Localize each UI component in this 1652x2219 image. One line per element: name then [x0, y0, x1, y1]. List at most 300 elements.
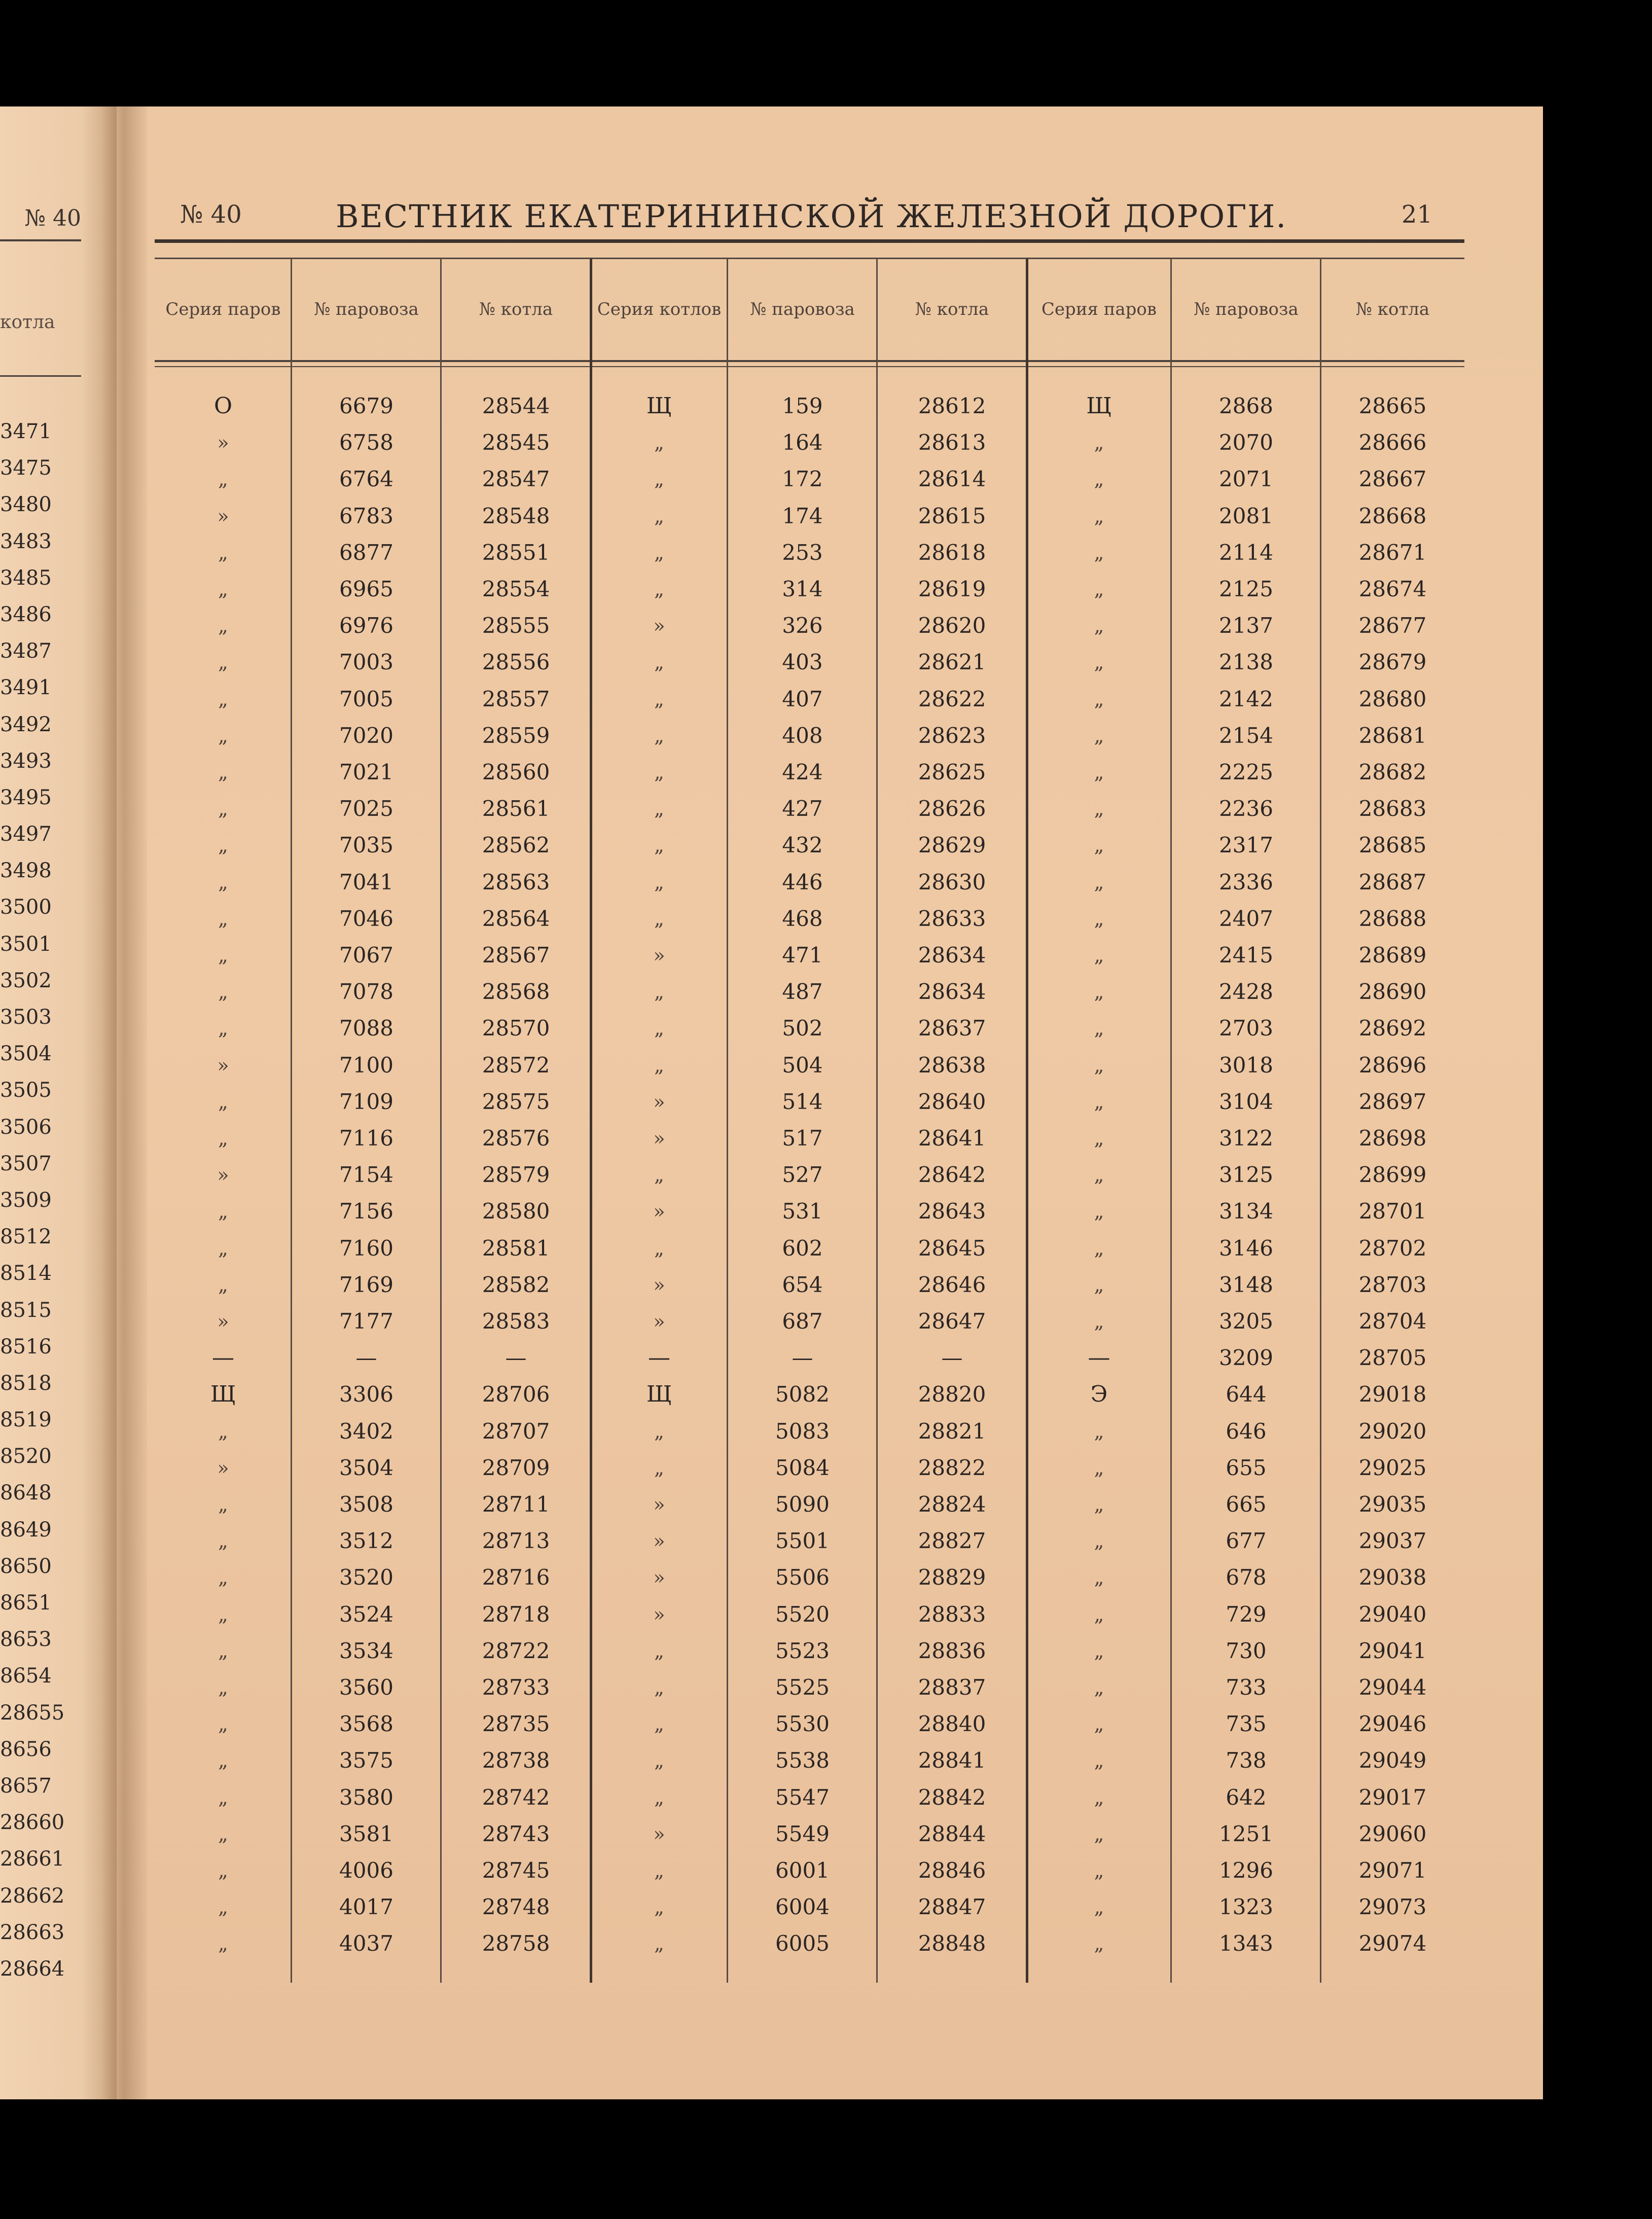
number-cell: 28742: [482, 1784, 550, 1810]
series-cell: Щ: [1086, 393, 1112, 419]
number-cell: 517: [782, 1126, 823, 1151]
number-cell: 28668: [1358, 503, 1427, 528]
series-cell: „: [1094, 798, 1104, 820]
number-cell: 2137: [1219, 613, 1273, 638]
series-cell: „: [218, 1603, 228, 1626]
left-page-number-cell: 3480: [0, 493, 52, 517]
number-cell: 1343: [1219, 1931, 1273, 1956]
left-page-number-cell: 3505: [0, 1079, 52, 1102]
number-cell: 28548: [482, 503, 550, 528]
number-cell: 2225: [1219, 760, 1273, 784]
number-cell: 28557: [482, 686, 550, 711]
number-cell: 5501: [775, 1528, 830, 1554]
series-cell: Э: [1090, 1381, 1108, 1408]
number-cell: 514: [782, 1089, 823, 1114]
series-cell: Щ: [646, 1381, 672, 1408]
series-cell: „: [1094, 981, 1104, 1004]
number-cell: 29049: [1358, 1748, 1427, 1773]
number-cell: 7177: [339, 1309, 393, 1334]
series-cell: »: [653, 1493, 665, 1516]
number-cell: 29044: [1358, 1675, 1427, 1700]
number-cell: 28626: [918, 796, 986, 821]
left-page-number-cell: 8650: [0, 1554, 52, 1578]
registry-table: [155, 259, 1464, 2018]
number-cell: 3580: [339, 1784, 393, 1810]
number-cell: 28704: [1358, 1309, 1427, 1334]
number-cell: 28837: [918, 1675, 986, 1700]
number-cell: 427: [782, 796, 823, 821]
number-cell: 403: [782, 650, 823, 675]
number-cell: 28544: [482, 393, 550, 418]
series-cell: „: [1094, 615, 1104, 637]
number-cell: 28637: [918, 1016, 986, 1041]
number-cell: 2081: [1219, 503, 1273, 528]
series-cell: »: [217, 1456, 229, 1479]
number-cell: 730: [1226, 1638, 1267, 1663]
number-cell: —: [941, 1345, 963, 1371]
number-cell: 5084: [775, 1455, 830, 1480]
series-cell: „: [654, 1932, 664, 1955]
number-cell: 29035: [1358, 1492, 1427, 1517]
number-cell: 28687: [1358, 869, 1427, 894]
number-cell: —: [792, 1345, 813, 1371]
number-cell: 28575: [482, 1089, 550, 1114]
number-cell: 3134: [1219, 1199, 1273, 1224]
series-cell: »: [653, 1090, 665, 1113]
series-cell: „: [218, 651, 228, 674]
series-cell: „: [218, 1822, 228, 1845]
series-cell: „: [654, 505, 664, 527]
series-cell: „: [218, 1237, 228, 1260]
number-cell: 29074: [1358, 1931, 1427, 1956]
number-cell: 28572: [482, 1052, 550, 1078]
left-number-list: [0, 413, 65, 1987]
number-cell: 7025: [339, 796, 393, 821]
series-cell: „: [654, 1859, 664, 1882]
number-cell: 4006: [339, 1858, 393, 1883]
left-page-number-cell: 8657: [0, 1774, 52, 1798]
left-page-number-cell: 3475: [0, 456, 52, 480]
number-cell: 28620: [918, 613, 986, 638]
number-cell: 28642: [918, 1162, 986, 1188]
number-cell: 28580: [482, 1199, 550, 1224]
series-cell: „: [218, 761, 228, 783]
number-cell: 29071: [1358, 1858, 1427, 1883]
number-cell: 28547: [482, 467, 550, 492]
number-cell: 5538: [775, 1748, 830, 1773]
left-page-number-cell: 8519: [0, 1408, 52, 1432]
number-cell: 28640: [918, 1089, 986, 1114]
series-cell: „: [218, 834, 228, 857]
header-rule: [155, 239, 1464, 243]
series-cell: „: [1094, 1090, 1104, 1113]
series-cell: „: [654, 1896, 664, 1919]
number-cell: 28581: [482, 1235, 550, 1261]
series-cell: „: [654, 1749, 664, 1772]
left-page-number-cell: 3483: [0, 529, 52, 553]
number-cell: 7041: [339, 869, 393, 894]
number-cell: 7116: [339, 1126, 393, 1151]
series-cell: „: [654, 432, 664, 454]
number-cell: 28564: [482, 906, 550, 931]
series-cell: „: [218, 1017, 228, 1040]
series-cell: »: [653, 1530, 665, 1553]
number-cell: 28718: [482, 1601, 550, 1627]
series-cell: „: [218, 1749, 228, 1772]
left-rule: [0, 239, 81, 241]
number-cell: 28848: [918, 1931, 986, 1956]
number-cell: 28738: [482, 1748, 550, 1773]
number-cell: 29046: [1358, 1711, 1427, 1737]
number-cell: 28634: [918, 979, 986, 1005]
number-cell: 28690: [1358, 979, 1427, 1005]
series-cell: „: [654, 871, 664, 893]
number-cell: 28696: [1358, 1052, 1427, 1078]
series-cell: »: [217, 1054, 229, 1077]
number-cell: 678: [1226, 1565, 1267, 1590]
number-cell: 29038: [1358, 1565, 1427, 1590]
number-cell: 644: [1226, 1382, 1267, 1407]
series-cell: „: [1094, 1127, 1104, 1150]
number-cell: 733: [1226, 1675, 1267, 1700]
number-cell: 6679: [339, 393, 393, 418]
left-page-number-cell: 3500: [0, 896, 52, 919]
number-cell: 28842: [918, 1784, 986, 1810]
number-cell: 28689: [1358, 943, 1427, 968]
series-cell: „: [654, 834, 664, 857]
number-cell: 2317: [1219, 833, 1273, 858]
left-page-number-cell: 3507: [0, 1152, 52, 1175]
number-cell: 677: [1226, 1528, 1267, 1554]
number-cell: 3205: [1219, 1309, 1273, 1334]
series-cell: „: [1094, 1749, 1104, 1772]
series-cell: »: [653, 1127, 665, 1150]
series-cell: „: [1094, 1530, 1104, 1553]
left-page-number-cell: 8656: [0, 1737, 52, 1761]
left-page-number-cell: 8512: [0, 1225, 52, 1249]
number-cell: 3209: [1219, 1345, 1273, 1371]
series-cell: „: [654, 798, 664, 820]
number-cell: 28623: [918, 723, 986, 748]
column-header: № паровоза: [314, 299, 419, 319]
series-cell: »: [653, 1822, 665, 1845]
number-cell: 5523: [775, 1638, 830, 1663]
number-cell: 2154: [1219, 723, 1273, 748]
left-page-number-cell: 28661: [0, 1847, 65, 1871]
series-cell: „: [1094, 1237, 1104, 1260]
number-cell: 5549: [775, 1821, 830, 1846]
left-page-number-cell: 28662: [0, 1884, 65, 1908]
series-cell: „: [654, 1639, 664, 1662]
number-cell: 6976: [339, 613, 393, 638]
left-rule: [0, 375, 81, 377]
number-cell: 642: [1226, 1784, 1267, 1810]
series-cell: „: [654, 1017, 664, 1040]
number-cell: 504: [782, 1052, 823, 1078]
number-cell: 7169: [339, 1272, 393, 1297]
number-cell: 6001: [775, 1858, 830, 1883]
number-cell: 28847: [918, 1894, 986, 1920]
number-cell: 28633: [918, 906, 986, 931]
number-cell: 28682: [1358, 760, 1427, 784]
number-cell: 6758: [339, 430, 393, 455]
number-cell: 2114: [1219, 540, 1273, 565]
number-cell: 28702: [1358, 1235, 1427, 1261]
series-cell: „: [218, 1200, 228, 1223]
number-cell: 738: [1226, 1748, 1267, 1773]
number-cell: 531: [782, 1199, 823, 1224]
scanned-page: [0, 106, 1543, 2099]
number-cell: 5083: [775, 1418, 830, 1444]
number-cell: 646: [1226, 1418, 1267, 1444]
series-cell: „: [654, 1786, 664, 1809]
number-cell: 7160: [339, 1235, 393, 1261]
issue-number: № 40: [180, 200, 242, 229]
left-page-number-cell: 3495: [0, 785, 52, 809]
number-cell: 28643: [918, 1199, 986, 1224]
left-page-number-cell: 3491: [0, 676, 52, 700]
number-cell: 326: [782, 613, 823, 638]
number-cell: 159: [782, 393, 823, 418]
series-cell: „: [654, 1420, 664, 1443]
number-cell: 6877: [339, 540, 393, 565]
number-cell: 502: [782, 1016, 823, 1041]
series-cell: „: [218, 944, 228, 967]
number-cell: 28570: [482, 1016, 550, 1041]
header-rule: [155, 366, 1464, 367]
number-cell: 6005: [775, 1931, 830, 1956]
number-cell: 29040: [1358, 1601, 1427, 1627]
number-cell: 28681: [1358, 723, 1427, 748]
number-cell: 28555: [482, 613, 550, 638]
number-cell: 28645: [918, 1235, 986, 1261]
number-cell: 3534: [339, 1638, 393, 1663]
number-cell: 2703: [1219, 1016, 1273, 1041]
left-page-number-cell: 3501: [0, 932, 52, 956]
number-cell: 3018: [1219, 1052, 1273, 1078]
series-cell: „: [654, 1676, 664, 1699]
number-cell: 28559: [482, 723, 550, 748]
number-cell: 5082: [775, 1382, 830, 1407]
series-cell: „: [1094, 1420, 1104, 1443]
number-cell: 28554: [482, 577, 550, 601]
left-page-number-cell: 28660: [0, 1811, 65, 1835]
series-cell: „: [654, 688, 664, 710]
number-cell: 28722: [482, 1638, 550, 1663]
series-cell: „: [1094, 1822, 1104, 1845]
series-cell: „: [1094, 1639, 1104, 1662]
number-cell: 28674: [1358, 577, 1427, 601]
series-cell: „: [218, 1530, 228, 1553]
number-cell: 4017: [339, 1894, 393, 1920]
series-cell: „: [1094, 541, 1104, 564]
number-cell: 28629: [918, 833, 986, 858]
number-cell: 6764: [339, 467, 393, 492]
number-cell: 29017: [1358, 1784, 1427, 1810]
left-page-number-cell: 8516: [0, 1335, 52, 1358]
number-cell: 28583: [482, 1309, 550, 1334]
series-cell: „: [654, 981, 664, 1004]
number-cell: 28846: [918, 1858, 986, 1883]
number-cell: 3402: [339, 1418, 393, 1444]
number-cell: 29025: [1358, 1455, 1427, 1480]
number-cell: 28692: [1358, 1016, 1427, 1041]
number-cell: 28748: [482, 1894, 550, 1920]
number-cell: 28641: [918, 1126, 986, 1151]
number-cell: 3504: [339, 1455, 393, 1480]
series-cell: „: [654, 541, 664, 564]
number-cell: 7100: [339, 1052, 393, 1078]
series-cell: „: [654, 1054, 664, 1077]
number-cell: 5520: [775, 1601, 830, 1627]
column-header: № паровоза: [1194, 299, 1299, 319]
number-cell: 253: [782, 540, 823, 565]
number-cell: 3122: [1219, 1126, 1273, 1151]
number-cell: 28698: [1358, 1126, 1427, 1151]
number-cell: 28667: [1358, 467, 1427, 492]
series-cell: „: [1094, 907, 1104, 930]
number-cell: 29020: [1358, 1418, 1427, 1444]
number-cell: 729: [1226, 1601, 1267, 1627]
series-cell: „: [1094, 651, 1104, 674]
number-cell: 28703: [1358, 1272, 1427, 1297]
number-cell: 7078: [339, 979, 393, 1005]
number-cell: 28701: [1358, 1199, 1427, 1224]
number-cell: 29060: [1358, 1821, 1427, 1846]
left-page-number-cell: 3503: [0, 1006, 52, 1029]
left-page-number-cell: 3504: [0, 1042, 52, 1066]
number-cell: 2070: [1219, 430, 1273, 455]
series-cell: О: [213, 393, 233, 419]
number-cell: 446: [782, 869, 823, 894]
series-cell: „: [218, 1896, 228, 1919]
series-cell: „: [218, 1713, 228, 1736]
number-cell: 6783: [339, 503, 393, 528]
number-cell: 28568: [482, 979, 550, 1005]
series-cell: „: [218, 981, 228, 1004]
left-page-number-cell: 3509: [0, 1188, 52, 1212]
series-cell: „: [218, 907, 228, 930]
number-cell: 654: [782, 1272, 823, 1297]
series-cell: „: [654, 468, 664, 491]
series-cell: Щ: [646, 393, 672, 419]
series-cell: „: [218, 1566, 228, 1589]
series-cell: „: [218, 724, 228, 747]
number-cell: 468: [782, 906, 823, 931]
series-cell: „: [1094, 944, 1104, 967]
series-cell: „: [654, 1237, 664, 1260]
number-cell: 28615: [918, 503, 986, 528]
series-cell: „: [218, 871, 228, 893]
left-page-number-cell: 28663: [0, 1920, 65, 1944]
series-cell: „: [1094, 1713, 1104, 1736]
number-cell: 2236: [1219, 796, 1273, 821]
number-cell: 3146: [1219, 1235, 1273, 1261]
series-cell: „: [1094, 1566, 1104, 1589]
number-cell: 172: [782, 467, 823, 492]
number-cell: 28665: [1358, 393, 1427, 418]
series-cell: „: [1094, 688, 1104, 710]
column-header: № паровоза: [750, 299, 855, 319]
series-cell: „: [1094, 1786, 1104, 1809]
number-cell: 5530: [775, 1711, 830, 1737]
number-cell: 3148: [1219, 1272, 1273, 1297]
number-cell: 28561: [482, 796, 550, 821]
left-page-number-cell: 3502: [0, 969, 52, 992]
number-cell: 28582: [482, 1272, 550, 1297]
number-cell: 7020: [339, 723, 393, 748]
number-cell: 407: [782, 686, 823, 711]
number-cell: 665: [1226, 1492, 1267, 1517]
left-page-number-cell: 8651: [0, 1591, 52, 1615]
number-cell: 4037: [339, 1931, 393, 1956]
left-page-number-cell: 8653: [0, 1628, 52, 1652]
left-page-number-cell: 8649: [0, 1518, 52, 1542]
number-cell: 7088: [339, 1016, 393, 1041]
column-header: № котла: [915, 299, 989, 319]
number-cell: 28711: [482, 1492, 550, 1517]
number-cell: 28638: [918, 1052, 986, 1078]
number-cell: 28824: [918, 1492, 986, 1517]
number-cell: 29041: [1358, 1638, 1427, 1663]
number-cell: 28679: [1358, 650, 1427, 675]
number-cell: 28646: [918, 1272, 986, 1297]
number-cell: 3508: [339, 1492, 393, 1517]
left-page-number: № 40: [24, 205, 81, 231]
number-cell: 2336: [1219, 869, 1273, 894]
number-cell: 3306: [339, 1382, 393, 1407]
number-cell: 5525: [775, 1675, 830, 1700]
left-page-number-cell: 3471: [0, 420, 52, 443]
number-cell: 28716: [482, 1565, 550, 1590]
number-cell: 432: [782, 833, 823, 858]
number-cell: 28707: [482, 1418, 550, 1444]
column-header: Серия паров: [1041, 299, 1157, 319]
number-cell: 28563: [482, 869, 550, 894]
number-cell: 2428: [1219, 979, 1273, 1005]
number-cell: 28706: [482, 1382, 550, 1407]
series-cell: „: [1094, 1200, 1104, 1223]
number-cell: 424: [782, 760, 823, 784]
number-cell: 28820: [918, 1382, 986, 1407]
series-cell: „: [218, 1493, 228, 1516]
number-cell: 28612: [918, 393, 986, 418]
series-cell: „: [218, 1420, 228, 1443]
series-cell: »: [653, 1566, 665, 1589]
number-cell: 28685: [1358, 833, 1427, 858]
series-cell: „: [1094, 724, 1104, 747]
number-cell: 28844: [918, 1821, 986, 1846]
number-cell: 28836: [918, 1638, 986, 1663]
number-cell: 29073: [1358, 1894, 1427, 1920]
series-cell: „: [218, 1127, 228, 1150]
number-cell: 2071: [1219, 467, 1273, 492]
series-cell: „: [1094, 834, 1104, 857]
series-cell: »: [653, 1200, 665, 1223]
left-page-number-cell: 28655: [0, 1701, 65, 1725]
number-cell: 28576: [482, 1126, 550, 1151]
number-cell: 28622: [918, 686, 986, 711]
number-cell: 28688: [1358, 906, 1427, 931]
number-cell: 314: [782, 577, 823, 601]
number-cell: 471: [782, 943, 823, 968]
number-cell: 6965: [339, 577, 393, 601]
number-cell: 28840: [918, 1711, 986, 1737]
number-cell: 28829: [918, 1565, 986, 1590]
series-cell: »: [217, 505, 229, 527]
series-cell: „: [654, 907, 664, 930]
left-page-number-cell: 3498: [0, 859, 52, 883]
